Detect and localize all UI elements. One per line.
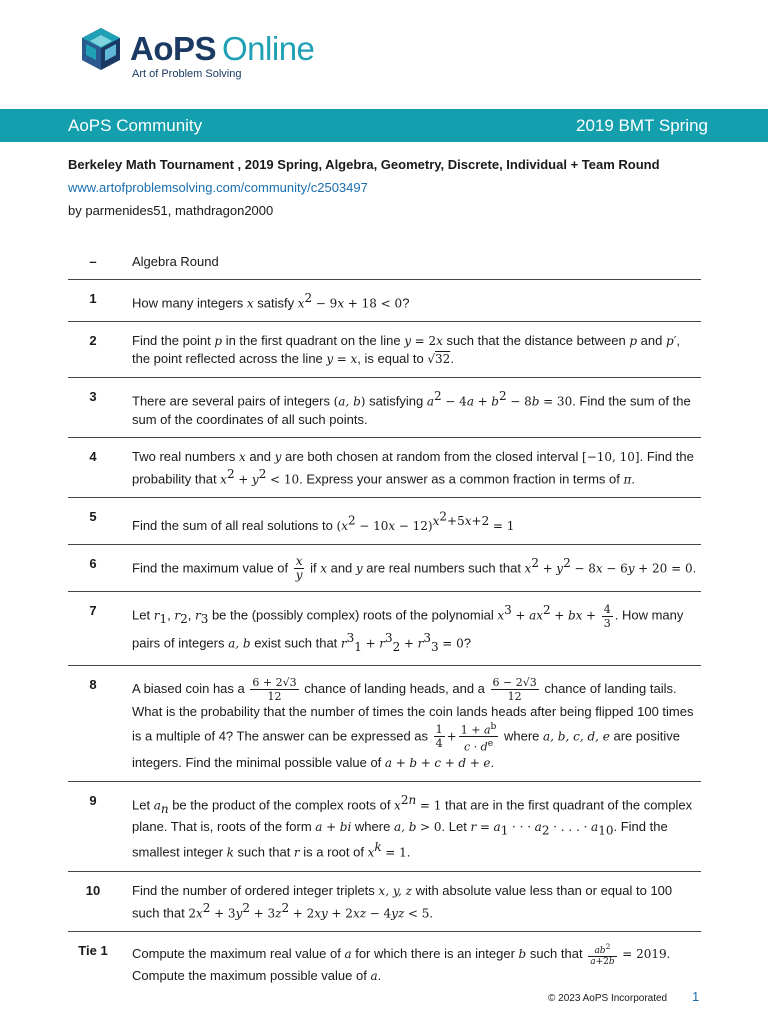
problem-row [68, 437, 701, 497]
problem-number: 2 [68, 322, 132, 378]
section-row [68, 243, 701, 280]
problem-text: Find the point p in the first quadrant on the line y = 2x such that the distance between p and p′, the point reflected across the line y = x, is equal to √32. [132, 322, 701, 378]
problem-row [68, 378, 701, 437]
problem-text: Let $a_n$ be the product of the complex roots of $x^{2n} = 1$ that are in the first quadrant of the complex plane. That is, roots of the form a + bi where a, b > 0. Let $r = a_1$ · · · $a_2$ · . . . · $a_{10}$. Find the smallest integer k such that r is a root of $x^k = 1$. [132, 781, 701, 871]
copyright: © 2023 AoPS Incorporated [548, 993, 668, 1004]
problem-row [68, 497, 701, 544]
problem-row [68, 932, 701, 995]
problem-text: A biased coin has a $\frac{6 + 2√3}{12}$ chance of landing heads, and a $\frac{6 - 2√3}{12}$ chance of landing tails. What is the probability that the number of times the coin lands heads after being flipped 100 times is a multiple of 4? The answer can be expressed as $\frac{1}{4}$ + $\frac{1 + a^b}{c \cdot d^e}$ where a, b, c, d, e are positive integers. Find the minimal possible value of a + b + c + d + e. [132, 665, 701, 781]
problem-text: Find the sum of all real solutions to $(x^2 - 10x - 12)^{x^2+5x+2} = 1$ [132, 497, 701, 544]
banner-community[interactable]: AoPS Community [68, 116, 203, 135]
problem-text: Two real numbers x and y are both chosen at random from the closed interval [−10, 10]. Find the probability that $x^2 + y^2 < 10$. Express your answer as a common fraction in terms of π. [132, 437, 701, 497]
problem-text: Let $r_1$, $r_2$, $r_3$ be the (possibly complex) roots of the polynomial $x^3 + ax^2$ + bx + $\frac{4}{3}$ . How many pairs of integers a, b exist such that $r^3_1 + r^3_2 + r^3_3 = 0$? [132, 592, 701, 665]
problem-row [68, 871, 701, 931]
problem-number: Tie 1 [68, 932, 132, 995]
page-number: 1 [692, 989, 700, 1004]
problem-number: 10 [68, 871, 132, 931]
logo-brand: AoPS Online [130, 30, 315, 67]
problem-text: Find the maximum value of $\frac{x}{y}$ if x and y are real numbers such that $x^2 + y^2 - 8x - 6y + 20 = 0$. [132, 544, 701, 591]
problem-number: 9 [68, 781, 132, 871]
problem-row [68, 781, 701, 871]
authors: by parmenides51, mathdragon2000 [68, 203, 274, 218]
problem-number: 4 [68, 437, 132, 497]
problems-table [68, 243, 701, 994]
problem-number: 3 [68, 378, 132, 437]
logo-cube-icon [78, 26, 124, 72]
problem-number: 5 [68, 497, 132, 544]
contest-title: Berkeley Math Tournament , 2019 Spring, Algebra, Geometry, Discrete, Individual + Team Round [68, 157, 660, 172]
problem-text: Find the number of ordered integer triplets x, y, z with absolute value less than or equal to 100 such that $2x^2 + 3y^2 + 3z^2 + 2xy + 2xz - 4yz < 5$. [132, 871, 701, 931]
problem-row [68, 280, 701, 322]
section-title: Algebra Round [132, 254, 219, 269]
problem-row [68, 544, 701, 591]
problem-text: How many integers x satisfy $x^2 - 9x + 18 < 0$? [132, 280, 701, 322]
community-banner [0, 109, 768, 142]
problem-text: There are several pairs of integers (a, b) satisfying $a^2 - 4a + b^2 - 8b = 30$. Find the sum of the sum of the coordinates of all such points. [132, 378, 701, 437]
problem-number: 8 [68, 665, 132, 781]
logo-tagline: Art of Problem Solving [132, 68, 242, 80]
aops-logo[interactable] [78, 26, 338, 86]
problem-number: 7 [68, 592, 132, 665]
problem-row [68, 665, 701, 781]
problem-row [68, 592, 701, 665]
problem-number: 1 [68, 280, 132, 322]
community-url[interactable]: www.artofproblemsolving.com/community/c2503497 [68, 180, 368, 195]
problem-number: 6 [68, 544, 132, 591]
problem-text: Compute the maximum real value of a for which there is an integer b such that $\frac{ab^2}{a+2b}$ = 2019. Compute the maximum possible value of a. [132, 932, 701, 995]
problem-row [68, 322, 701, 378]
section-marker: – [89, 254, 97, 269]
banner-contest: 2019 BMT Spring [576, 116, 708, 135]
